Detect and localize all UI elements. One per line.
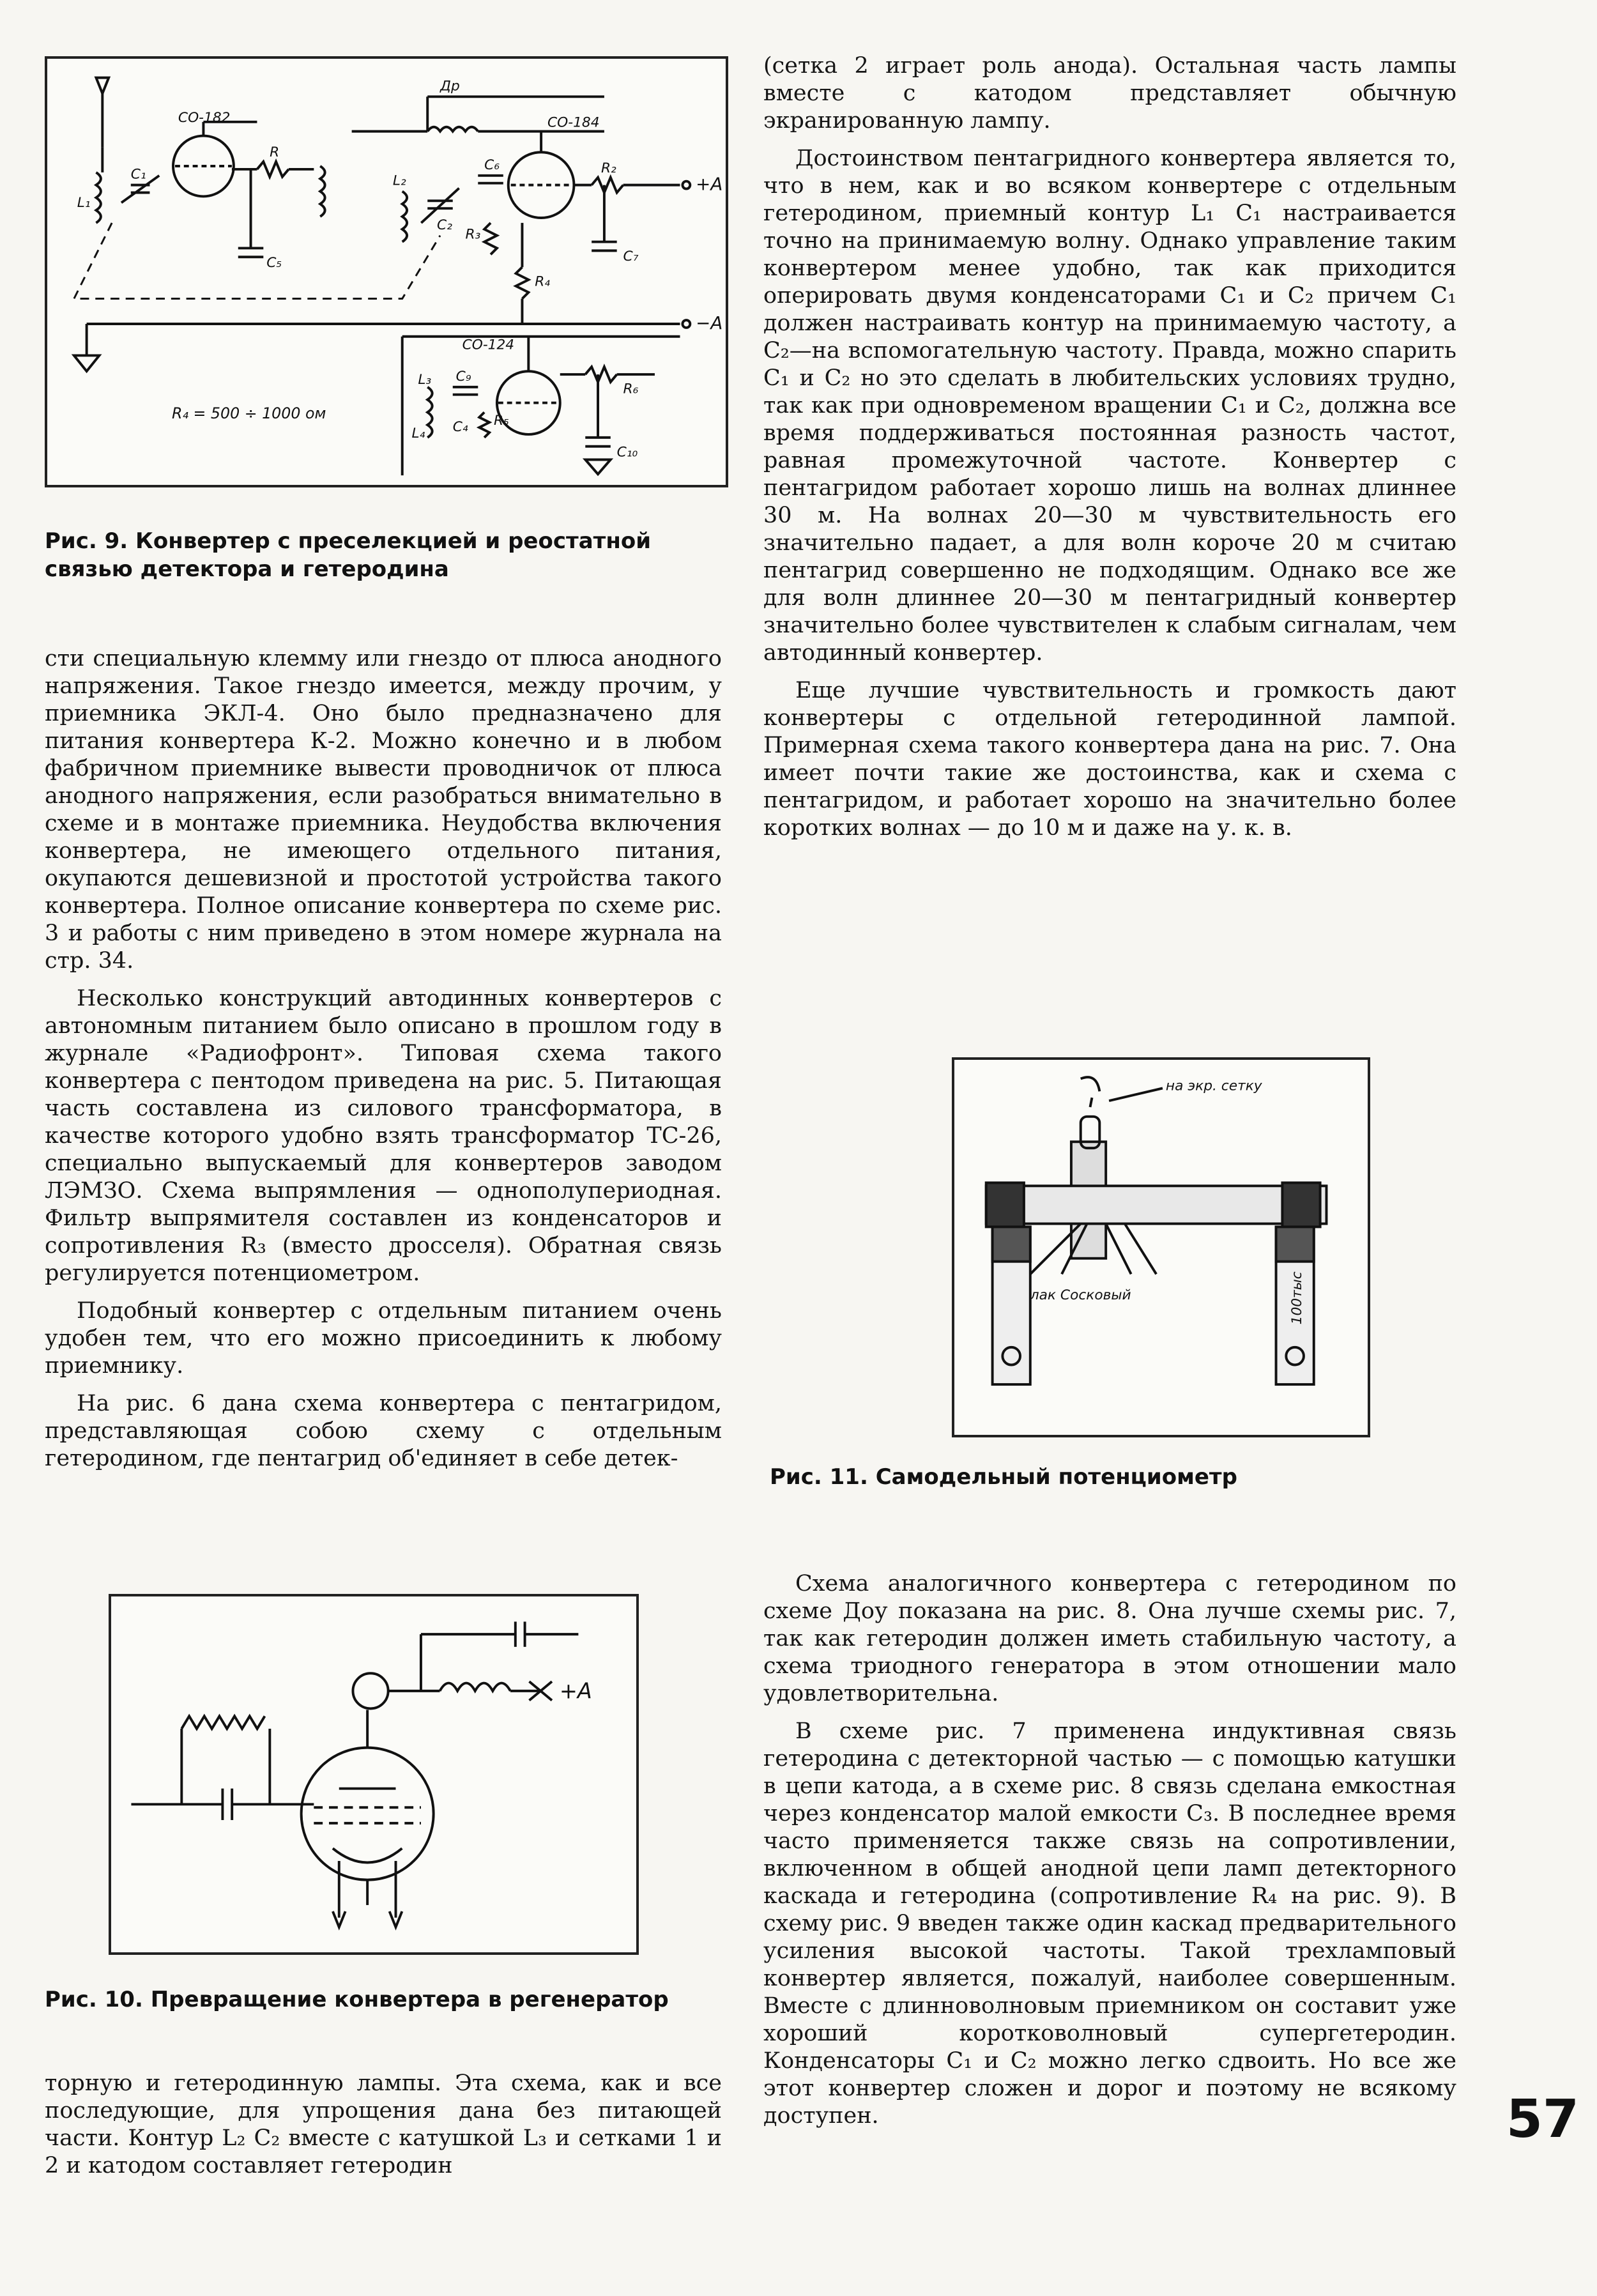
figure-11-svg [954,1060,1368,1435]
fig9-label-r: R [270,144,280,161]
figure-9-caption: Рис. 9. Конвертер с преселекцией и реостатной связью детектора и гетеродина [45,528,652,582]
figure-11-potentiometer [952,1057,1370,1437]
fig9-label-l4: L₄ [411,425,425,441]
fig9-label-l3: L₃ [418,371,432,388]
fig9-label-c1: C₁ [130,166,146,183]
fig9-label-r4: R₄ [535,273,551,290]
right-paragraph-5: В схеме рис. 7 применена индуктивная связь гетеродина с детекторной частью — с помощью катушки в цепи катода, а в схеме рис. 8 связь сделана емкостная через конденсатор малой емкости C₃. В последнее время часто применяется также связь на сопротивлении, включенном в общей анодной цепи ламп детекторного каскада и гетеродина (сопротивление R₄ на рис. 9). В схему рис. 9 введен также один каскад предварительного усиления высокой частоты. Такой трехламповый конвертер является, пожалуй, наиболее совершенным. Вместе с длинноволновым приемником он составит уже хороший коротковолновый супергетеродин. Конденсаторы C₁ и C₂ можно легко сдвоить. Но все же этот конвертер сложен и дорог и поэтому не всякому доступен. [763,1718,1456,2129]
left-paragraph-3: Подобный конвертер с отдельным питанием очень удобен тем, что его можно присоединить к любому приемнику. [45,1298,722,1379]
right-paragraph-2: Достоинством пентагридного конвертера является то, что в нем, как и во всяком конвертере с отдельным гетеродином, приемный контур L₁ C₁ настраивается точно на принимаемую волну. Однако управление таким конвертером менее удобно, так как приходится оперировать двумя конденсаторами C₁ и C₂ причем C₁ должен настраивать контур на принимаемую частоту, а C₂—на вспомогательную частоту. Правда, можно спарить C₁ и C₂ но это сделать в любительских условиях трудно, так как при одновременом вращении C₁ и C₂, должна все время поддерживаться постоянная разность частот, равная промежуточной частоте. Конвертер с пентагридом работает хорошо лишь на волнах длиннее 30 м. На волнах 20—30 м чувствительность его значительно падает, а для волн короче 20 м считаю пентагрид совершенно не подходящим. Однако все же для волн длиннее 20—30 м пентагридный конвертер значительно более чувствителен к слабым сигналам, чем автодинный конвертер. [763,146,1456,666]
right-paragraph-3: Еще лучшие чувствительность и громкость дают конвертеры с отдельной гетеродинной лампой. Примерная схема такого конвертера дана на рис. 7. Она имеет почти такие же достоинства, как и схема с пентагридом, и работает хорошо на значительно более коротких волнах — до 10 м и даже на у. к. в. [763,678,1456,841]
right-column-top [763,52,1456,852]
fig11-label-resistor: 100тыс [1289,1271,1306,1325]
fig9-label-c10: C₁₀ [616,444,638,461]
fig11-label-lacquer: лак Сосковый [1030,1287,1131,1303]
figure-9-svg [47,59,726,485]
fig9-label-plus-a: +A [696,173,723,195]
page-number: 57 [1506,2089,1579,2150]
figure-9-schematic [45,56,728,487]
left-paragraph-1: сти специальную клемму или гнездо от плюса анодного напряжения. Такое гнездо имеется, между прочим, у приемника ЭКЛ-4. Оно было предназначено для питания конвертера К-2. Можно конечно и в любом фабричном приемнике вывести проводничок от плюса анодного напряжения, если разобраться внимательно в схеме и в монтаже приемника. Неудобства включения конвертера, не имеющего отдельного питания, окупаются дешевизной и простотой устройства такого конвертера. Полное описание конвертера по схеме рис. 3 и работы с ним приведено в этом номере журнала на стр. 34. [45,646,722,974]
fig9-label-l2: L₂ [392,172,406,189]
fig11-label-grid: на экр. сетку [1165,1078,1262,1094]
fig9-label-c9: C₉ [455,368,471,385]
left-paragraph-2: Несколько конструкций автодинных конвертеров с автономным питанием было описано в прошлом году в журнале «Радиофронт». Типовая схема такого конвертера с пентодом приведена на рис. 5. Питающая часть составлена из силового трансформатора, в качестве которого удобно взять трансформатор ТС-26, специально выпускаемый для конвертеров заводом ЛЭМЗО. Схема выпрямления — однополупериодная. Фильтр выпрямителя составлен из конденсаторов и сопротивления R₃ (вместо дросселя). Обратная связь регулируется потенциометром. [45,986,722,1286]
fig9-label-minus-a: −A [696,312,723,333]
left-paragraph-4: На рис. 6 дана схема конвертера с пентагридом, представляющая собою схему с отдельным гетеродином, где пентагрид об'единяет в себе детек- [45,1391,722,1471]
figure-10-svg [111,1596,636,1952]
figure-11-caption: Рис. 11. Самодельный потенциометр [770,1464,1237,1490]
fig9-label-c6: C₆ [484,157,500,173]
figure-10-schematic [109,1594,639,1955]
right-paragraph-4: Схема аналогичного конвертера с гетеродином по схеме Доу показана на рис. 8. Она лучше схемы рис. 7, так как гетеродин должен иметь стабильную частоту, а схема триодного генератора в этом отношении мало удовлетворительна. [763,1571,1456,1706]
left-column-bottom [45,2070,722,2190]
fig9-label-c2: C₂ [437,217,452,233]
fig9-label-l1: L₁ [77,195,91,211]
fig9-label-r2: R₂ [600,160,616,176]
fig9-label-tube2: СО-184 [547,114,600,131]
fig9-label-tube1: СО-182 [178,109,231,126]
fig9-label-r6: R₆ [623,381,639,397]
fig9-label-r3: R₃ [465,226,481,243]
right-column-bottom [763,1570,1456,2140]
fig9-label-c7: C₇ [623,249,639,265]
fig9-label-c5: C₅ [266,255,282,272]
figure-10-caption: Рис. 10. Превращение конвертера в регенератор [45,1987,669,2012]
fig9-label-c4: C₄ [452,419,468,436]
right-paragraph-1: (сетка 2 играет роль анода). Остальная часть лампы вместе с катодом представляет обычную экранированную лампу. [763,53,1456,134]
fig9-label-note: R₄ = 500 ÷ 1000 ом [172,404,326,423]
left-paragraph-5: торную и гетеродинную лампы. Эта схема, как и все последующие, для упрощения дана без питающей части. Контур L₂ C₂ вместе с катушкой L₃ и сетками 1 и 2 и катодом составляет гетеродин [45,2070,722,2178]
fig9-label-r5: R₅ [493,413,509,429]
fig10-label-plus-a: +A [559,1678,592,1704]
left-column-top [45,645,722,1483]
fig9-label-choke: Др [439,78,460,95]
fig9-label-tube3: СО-124 [462,337,515,353]
